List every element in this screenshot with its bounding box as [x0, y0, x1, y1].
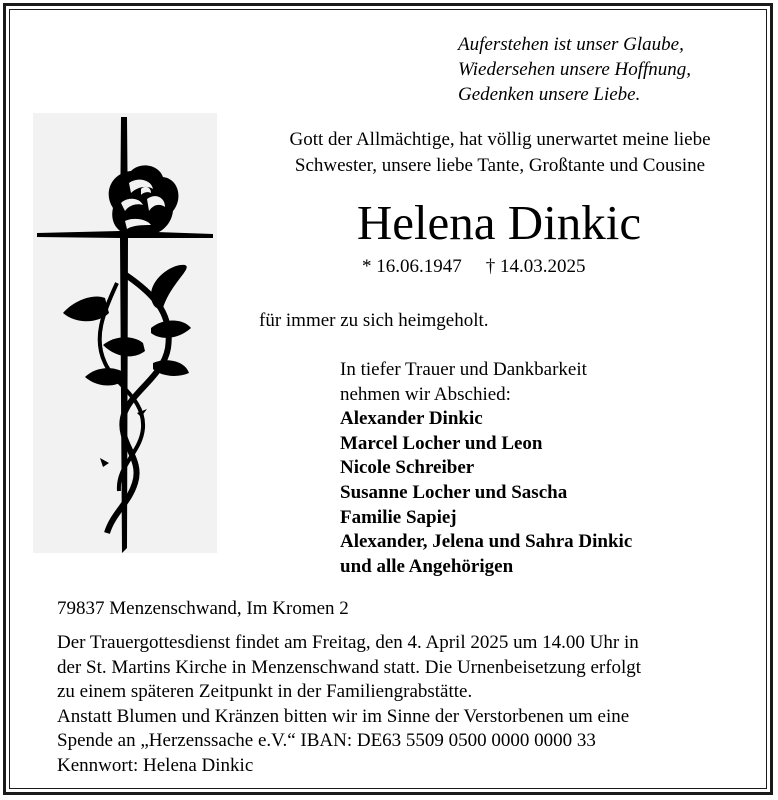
notice-line: Der Trauergottesdienst findet am Freitag, den 4. April 2025 um 14.00 Uhr in	[57, 632, 639, 653]
notice-line: zu einem späteren Zeitpunkt in der Familiengrabstätte.	[57, 681, 473, 702]
mourner-name: Marcel Locher und Leon	[340, 432, 543, 454]
motto-line: Auferstehen ist unser Glaube,	[458, 34, 684, 55]
intro-line: Schwester, unsere liebe Tante, Großtante und Cousine	[294, 155, 706, 176]
motto-verse	[458, 32, 691, 107]
mourning-line: nehmen wir Abschied:	[340, 383, 511, 405]
intro-line: Gott der Allmächtige, hat völlig unerwartet meine liebe	[289, 129, 711, 150]
address: 79837 Menzenschwand, Im Kromen 2	[57, 598, 349, 619]
intro-text	[240, 127, 760, 179]
life-dates	[362, 256, 586, 278]
notice-line: der St. Martins Kirche in Menzenschwand statt. Die Urnenbeisetzung erfolgt	[57, 656, 642, 678]
mourner-name: und alle Angehörigen	[340, 555, 514, 577]
birth-date: * 16.06.1947	[362, 256, 462, 277]
deceased-name: Helena Dinkic	[356, 195, 642, 250]
notice-line: Spende an „Herzenssache e.V.“ IBAN: DE63 5509 0500 0000 0000 33	[57, 730, 596, 751]
mourning-line: In tiefer Trauer und Dankbarkeit	[340, 359, 587, 380]
mourner-name: Familie Sapiej	[340, 506, 457, 528]
cross-with-rose-icon	[33, 113, 217, 553]
motto-line: Wiedersehen unsere Hoffnung,	[458, 59, 692, 80]
mourner-name: Nicole Schreiber	[340, 457, 475, 479]
death-date: † 14.03.2025	[485, 256, 586, 277]
service-notice	[57, 631, 641, 778]
motto-line: Gedenken unsere Liebe.	[458, 84, 641, 105]
mourners-block	[340, 358, 632, 579]
taken-home-text: für immer zu sich heimgeholt.	[259, 310, 489, 331]
notice-line: Kennwort: Helena Dinkic	[57, 754, 254, 776]
mourner-name: Susanne Locher und Sascha	[340, 481, 568, 503]
mourner-name: Alexander, Jelena und Sahra Dinkic	[340, 531, 633, 553]
notice-line: Anstatt Blumen und Kränzen bitten wir im Sinne der Verstorbenen um eine	[57, 705, 630, 727]
mourner-name: Alexander Dinkic	[340, 408, 483, 430]
